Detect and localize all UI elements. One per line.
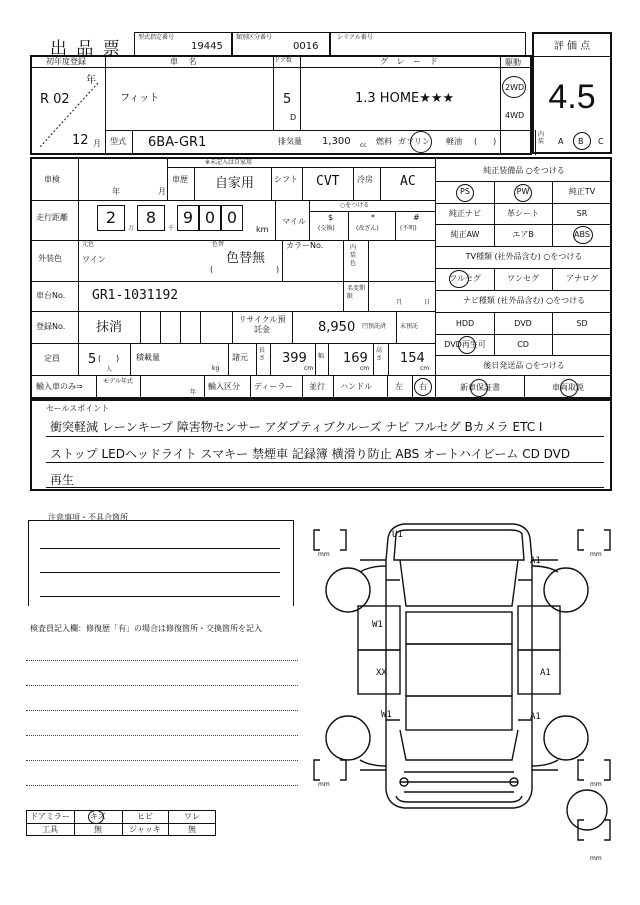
fuel-paren-close: ) xyxy=(493,137,497,146)
length-label: 長さ xyxy=(259,347,266,362)
model-cert-box xyxy=(134,32,232,56)
color-label: 外装色 xyxy=(38,254,62,263)
sales-label: セールスポイント xyxy=(46,404,110,413)
class-value: 0016 xyxy=(293,41,319,52)
mark-rear-window: W1 xyxy=(381,710,392,720)
serial-label: シリアル番号 xyxy=(337,34,373,41)
mileage-digit-box xyxy=(97,205,125,231)
color-paren-open: ( xyxy=(210,265,214,274)
doors-sub: D xyxy=(290,113,297,122)
height-value: 154 xyxy=(400,351,425,366)
navi-sd: SD xyxy=(576,319,588,328)
inspection-year-unit: 年 xyxy=(112,187,120,196)
equip-abs-circle xyxy=(573,226,593,244)
equip-aw: 純正AW xyxy=(450,230,480,239)
color-paren-close: ) xyxy=(276,265,280,274)
mark-rear-right: A1 xyxy=(530,712,541,722)
mm-label: mm xyxy=(590,781,602,788)
mark-roof: U1 xyxy=(392,530,403,540)
inspection-month-unit: 月 xyxy=(158,187,166,196)
capacity-unit: 人 xyxy=(106,366,113,373)
drive-4wd: 4WD xyxy=(505,111,525,120)
equip-abs: ABS xyxy=(574,230,590,239)
drive-2wd-circle xyxy=(502,76,526,98)
expiry-label: 名変期限 xyxy=(347,285,366,300)
mileage-opt3: (不明) xyxy=(400,225,417,232)
acc-break: ワレ xyxy=(184,812,200,821)
interior-c: C xyxy=(598,137,604,146)
length-value: 399 xyxy=(282,351,307,366)
shift-label: シフト xyxy=(274,175,298,184)
mileage-digit: 8 xyxy=(145,208,157,227)
inspection-label: 車検 xyxy=(44,175,60,184)
score-label: 評 価 点 xyxy=(553,41,591,52)
registration-value: 抹消 xyxy=(96,320,123,335)
equip-navi: 純正ナビ xyxy=(449,209,481,218)
width-unit: cm xyxy=(360,365,370,372)
caution-box xyxy=(28,520,294,606)
mileage-opt3-sym: # xyxy=(413,213,420,222)
model-cert-value: 19445 xyxy=(191,41,223,52)
recycle-label: リサイクル預託金 xyxy=(238,315,286,335)
color-orig-value: ワイン xyxy=(82,255,106,264)
color-orig-label: 元色 xyxy=(82,241,95,248)
doors-value: 5 xyxy=(283,92,292,107)
displacement-unit: cc xyxy=(360,142,367,149)
mark-front-right: A1 xyxy=(530,556,541,566)
mileage-man: 万 xyxy=(128,225,135,232)
aircon-label: 冷房 xyxy=(357,175,373,184)
load-label: 積載量 xyxy=(136,353,160,362)
model-year-unit: 年 xyxy=(190,389,197,396)
mileage-unit: km xyxy=(256,225,269,234)
drive-2wd: 2WD xyxy=(505,83,525,92)
acc-jack-label: ジャッキ xyxy=(129,825,161,834)
later-manual-circle xyxy=(560,379,578,397)
mileage-label: 走行距離 xyxy=(36,213,68,222)
class-label: 類別区分番号 xyxy=(236,34,273,41)
equip-ps-circle xyxy=(456,184,474,202)
acc-tools-value: 無 xyxy=(94,825,102,834)
class-box xyxy=(232,32,330,56)
navi-dvd-play: DVD再生可 xyxy=(444,340,486,349)
doors-label: ドア数 xyxy=(274,57,292,64)
equip-pw-circle xyxy=(514,184,532,202)
shift-value: CVT xyxy=(316,174,340,189)
import-div-label: 輸入区分 xyxy=(208,382,240,391)
interior-color-label: 内装色 xyxy=(350,244,357,267)
capacity-paren-close: ) xyxy=(116,354,120,363)
later-warranty-circle xyxy=(470,379,488,397)
expiry-month-unit: 月 xyxy=(396,299,403,306)
mileage-sen: 千 xyxy=(168,225,175,232)
mileage-opt2: (改ざん) xyxy=(356,225,379,232)
acc-crack: ヒビ xyxy=(137,812,153,821)
fuel-label: 燃料 xyxy=(376,137,392,146)
mileage-digit: 2 xyxy=(105,208,117,227)
mm-label: mm xyxy=(590,551,602,558)
recycle-deposited: 円預託済 xyxy=(362,323,387,330)
fuel-circle xyxy=(410,131,432,153)
mileage-mile: マイル xyxy=(282,217,306,226)
mileage-digit-box xyxy=(199,205,221,231)
car-damage-diagram xyxy=(300,520,620,900)
mileage-opt2-sym: * xyxy=(371,213,375,222)
navi-dvd-play-circle xyxy=(458,336,476,354)
import-parallel: 並行 xyxy=(309,382,325,391)
interior-label: 内装 xyxy=(538,131,545,146)
equip-leather: 革シート xyxy=(507,209,539,218)
drive-label: 駆動 xyxy=(505,58,521,67)
fuel-paren-open: ( xyxy=(474,137,478,146)
height-unit: cm xyxy=(420,365,430,372)
interior-a: A xyxy=(558,137,564,146)
model-type-label: 型式 xyxy=(110,137,126,146)
tv-fullseg: フルセグ xyxy=(449,274,481,283)
car-name-label: 車 名 xyxy=(170,57,201,66)
navi-cd: CD xyxy=(517,340,529,349)
tv-fullseg-circle xyxy=(449,270,469,288)
mileage-digit-box xyxy=(221,205,243,231)
grade-value: 1.3 HOME★★★ xyxy=(355,91,455,106)
model-cert-label: 型式指定番号 xyxy=(138,34,175,41)
capacity-label: 定員 xyxy=(44,354,60,363)
height-label: 高さ xyxy=(376,347,383,362)
interior-b: B xyxy=(578,137,584,146)
mileage-digit-box xyxy=(177,205,199,231)
capacity-value: 5 xyxy=(88,352,97,367)
expiry-day-unit: 日 xyxy=(424,299,431,306)
width-value: 169 xyxy=(343,351,368,366)
color-repaint-value: 色替無 xyxy=(226,251,266,266)
model-year-label: モデル年式 xyxy=(103,378,133,385)
first-reg-month: 12 xyxy=(72,133,89,148)
grade-label: グ レ ー ド xyxy=(380,57,441,66)
tv-oneseg: ワンセグ xyxy=(507,274,539,283)
inspector-label: 検査員記入欄：修復歴「有」の場合は修復箇所・交換箇所を記入 xyxy=(30,624,262,633)
width-label: 幅 xyxy=(318,353,325,360)
mm-label: mm xyxy=(318,551,330,558)
navi-hdd: HDD xyxy=(455,319,475,328)
sales-line-2: ストップ LEDヘッドライト スマキー 禁煙車 記録簿 横滑り防止 ABS オートハイビーム CD DVD xyxy=(50,447,571,461)
recycle-value: 8,950 xyxy=(318,320,356,335)
tv-title: TV種類 (社外品含む) ○をつける xyxy=(465,252,583,261)
mileage-digit: 9 xyxy=(182,208,194,227)
mileage-digit: 0 xyxy=(204,208,216,227)
interior-b-circle xyxy=(573,132,591,150)
equip-airbag: エアB xyxy=(512,230,534,239)
import-dealer: ディーラー xyxy=(254,382,294,391)
acc-tools-label: 工具 xyxy=(42,825,58,834)
mm-label: mm xyxy=(318,781,330,788)
color-repaint-label: 色替 xyxy=(212,241,225,248)
mileage-opt1: (交換) xyxy=(318,225,335,232)
handle-right: 右 xyxy=(419,382,427,391)
first-reg-era: R 02 xyxy=(40,92,70,107)
car-name-value: フィット xyxy=(120,93,160,104)
mileage-opt1-sym: $ xyxy=(328,213,334,222)
navi-dvd: DVD xyxy=(514,319,532,328)
score-value: 4.5 xyxy=(548,78,596,116)
later-title: 後日発送品 ○をつける xyxy=(483,361,565,370)
first-reg-label: 初年度登録 xyxy=(46,57,86,66)
mark-center: XX xyxy=(376,668,387,678)
mark-side-right: A1 xyxy=(540,668,551,678)
acc-scratch: キズ xyxy=(90,812,106,821)
serial-box xyxy=(330,32,526,56)
history-value: 自家用 xyxy=(215,176,255,191)
equipment-title: 純正装備品 ○をつける xyxy=(483,166,565,175)
displacement-label: 排気量 xyxy=(278,137,302,146)
acc-mirror: ドアミラー xyxy=(30,812,70,821)
tv-analog: アナログ xyxy=(566,274,598,283)
handle-left: 左 xyxy=(395,382,403,391)
mileage-digit: 0 xyxy=(226,208,238,227)
model-type-value: 6BA-GR1 xyxy=(148,135,207,150)
equip-sr: SR xyxy=(576,209,588,218)
registration-label: 登録No. xyxy=(36,322,66,331)
acc-scratch-circle xyxy=(88,810,104,824)
fuel-gasoline: ガソリン xyxy=(398,137,430,146)
acc-jack-value: 無 xyxy=(188,825,196,834)
fuel-diesel: 軽油 xyxy=(446,137,462,146)
mm-label: mm xyxy=(590,855,602,862)
length-unit: cm xyxy=(304,365,314,372)
color-no-label: カラーNo. xyxy=(286,241,324,250)
capacity-paren-open: ( xyxy=(98,354,102,363)
navi-title: ナビ種類 (社外品含む) ○をつける xyxy=(462,296,586,305)
later-warranty: 新車保証書 xyxy=(460,383,500,392)
first-reg-month-unit: 月 xyxy=(93,139,101,148)
import-label: 輸入車のみ⇒ xyxy=(36,382,83,391)
history-label: 車歴 xyxy=(172,175,188,184)
load-unit: kg xyxy=(212,365,220,372)
chassis-label: 車台No. xyxy=(36,291,66,300)
document-title: 出 品 票 xyxy=(50,39,122,59)
equip-pw: PW xyxy=(516,187,530,196)
handle-right-circle xyxy=(414,378,432,396)
caution-label: 注意事項・不具合箇所 xyxy=(48,513,128,522)
equip-ps: PS xyxy=(460,187,470,196)
dim-label: 諸元 xyxy=(232,353,248,362)
inspection-note: ※未記入は自家用 xyxy=(205,159,253,166)
chassis-value: GR1-1031192 xyxy=(92,288,179,303)
first-reg-divider xyxy=(30,67,105,155)
mileage-digit-box xyxy=(137,205,165,231)
recycle-not-deposited: 未預託 xyxy=(400,323,419,330)
equip-tv: 純正TV xyxy=(568,187,596,196)
sales-line-1: 衝突軽減 レーンキープ 障害物センサー アダプティブクルーズ ナビ フルセグ Bカメラ ETC I xyxy=(50,420,543,434)
handle-label: ハンドル xyxy=(340,382,372,391)
mileage-set-note: ○をつける xyxy=(340,202,370,209)
mark-windshield: W1 xyxy=(372,620,383,630)
aircon-value: AC xyxy=(400,174,416,189)
first-reg-year-unit: 年 xyxy=(86,75,96,86)
sales-line-3: 再生 xyxy=(50,473,75,487)
later-manual: 車両取説 xyxy=(552,383,584,392)
displacement-value: 1,300 xyxy=(322,136,351,147)
